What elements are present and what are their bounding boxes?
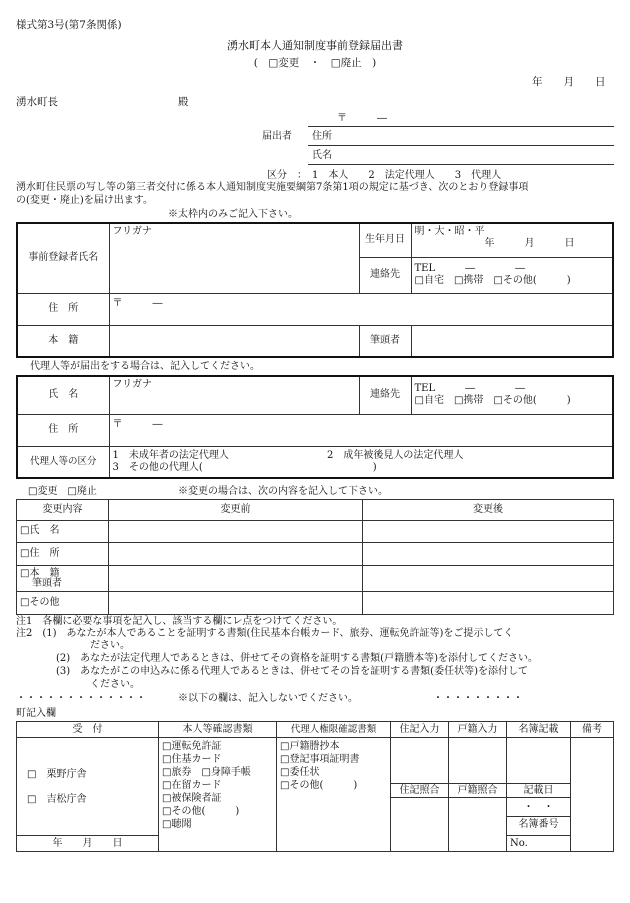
after-header: 変更後 (363, 500, 614, 521)
doc-hearing[interactable]: □聴聞 (162, 819, 192, 830)
address-row-label: 住 所 (17, 293, 109, 325)
contact-label: 連絡先 (359, 257, 411, 293)
name-label: 氏名 (312, 150, 332, 161)
hittosha-check-label: 筆頭者 (32, 577, 62, 589)
birth-field[interactable] (411, 223, 613, 257)
biko-cell[interactable] (571, 738, 614, 852)
doc-license[interactable]: □運転免許証 (162, 741, 222, 752)
change-table (16, 499, 614, 615)
mayor-label: 湧水町長 (16, 96, 58, 108)
doc-residence-card[interactable]: □在留カード (162, 780, 222, 791)
applicant-label: 届出者 (262, 131, 292, 142)
title-options: ( □変更 ・ □廃止 ) (253, 57, 377, 69)
doc-registry[interactable]: □登記事項証明書 (280, 754, 360, 765)
agent-address-field[interactable] (109, 414, 613, 446)
birth-ymd: 年 月 日 (484, 238, 575, 249)
dots-left: ・・・・・・・・・・・・・ (16, 693, 146, 704)
address-field[interactable] (109, 293, 613, 325)
yoshimatsu-office[interactable]: □ 吉松庁舎 (27, 793, 87, 805)
agent-tel-text: TEL ― ― (414, 383, 526, 395)
agent-kubun-field[interactable] (109, 446, 613, 478)
office-use-note: ※以下の欄は、記入しないでください。 (178, 693, 358, 704)
registrant-table (16, 222, 614, 358)
change-note: ※変更の場合は、次の内容を記入して下さい。 (178, 486, 388, 497)
doc-insurance[interactable]: □被保険者証 (162, 793, 222, 804)
registrant-furigana-field[interactable] (109, 223, 359, 293)
meibo-no-label: 名簿番号 (518, 819, 559, 830)
agent-name-label: 氏 名 (17, 376, 109, 414)
uketsuke-date[interactable]: 年 月 日 (17, 836, 159, 852)
kisai-date-header: 記載日 (507, 784, 571, 798)
doc-koseki[interactable]: □戸籍謄抄本 (280, 741, 340, 752)
form-title: 湧水町本人通知制度事前登録届出書 (227, 39, 403, 52)
change-address-check[interactable]: □住 所 (17, 543, 109, 566)
hittosha-field[interactable] (411, 325, 613, 357)
note-2-3: (3) あなたがこの申込みに係る代理人であるときは、併せてその旨を証明する書類(委任状等)を添付して (56, 666, 528, 677)
doc-dairi-other[interactable]: □その他( ) (280, 780, 358, 791)
note-2-1: 注2 (1) あなたが本人であることを証明する書類(住民基本台帳カード、旅券、運転免許証等)をご提示してく (16, 628, 514, 639)
dots-right: ・・・・・・・・・ (433, 693, 523, 704)
change-name-check[interactable]: □氏 名 (17, 520, 109, 543)
change-honseki-check[interactable] (17, 565, 109, 592)
agent-tel-options: □自宅 □携帯 □その他( ) (414, 395, 571, 407)
era-options: 明・大・昭・平 (414, 226, 485, 237)
agent-option-3: 3 その他の代理人( ) (112, 461, 377, 473)
agent-postal-text: 〒 ― (112, 418, 163, 430)
birth-label: 生年月日 (359, 223, 411, 257)
note-thick-box: ※太枠内のみご記入下さい。 (168, 209, 298, 220)
doc-juki-card[interactable]: □住基カード (162, 754, 222, 765)
note-1: 注1 各欄に必要な事項を記入し、該当する欄にレ点をつけてください。 (16, 616, 343, 627)
jyuki-input-cell[interactable] (391, 738, 449, 784)
doc-passport[interactable]: □旅券 □身障手帳 (162, 767, 251, 778)
note-2-2: (2) あなたが法定代理人であるときは、併せてその資格を証明する書類(戸籍謄本等)を添付してください。 (56, 653, 538, 664)
form-number: 様式第3号(第7条関係) (16, 19, 122, 31)
intro-line2: の(変更・廃止)を届け出ます。 (16, 195, 154, 206)
meibo-no-cell[interactable]: No. (507, 836, 571, 852)
meibo-cell[interactable] (507, 738, 571, 784)
office-select[interactable] (17, 738, 159, 836)
agent-option-2: 2 成年被後見人の法定代理人 (327, 449, 464, 461)
after-other-field[interactable] (363, 592, 614, 615)
agent-note: 代理人等が届出をする場合は、記入してください。 (30, 361, 260, 372)
agent-contact-field[interactable] (411, 376, 613, 414)
koseki-check-cell[interactable] (449, 798, 507, 852)
postal-text: 〒 ― (112, 297, 163, 309)
honseki-field[interactable] (109, 325, 359, 357)
doc-other[interactable]: □その他( ) (162, 806, 240, 817)
agent-option-1: 1 未成年者の法定代理人 (112, 449, 229, 461)
agent-furigana-field[interactable] (109, 376, 359, 414)
date-line: 年 月 日 (532, 76, 606, 88)
uketsuke-header: 受 付 (17, 722, 159, 738)
agent-furigana-label: フリガナ (112, 379, 152, 390)
tel-options: □自宅 □携帯 □その他( ) (414, 275, 571, 286)
agent-contact-label: 連絡先 (359, 376, 411, 414)
biko-header: 備考 (571, 722, 614, 738)
furigana-label: フリガナ (112, 226, 152, 237)
koseki-input-cell[interactable] (449, 738, 507, 784)
change-other-check[interactable]: □その他 (17, 592, 109, 615)
after-name-field[interactable] (363, 520, 614, 543)
office-table (16, 721, 614, 852)
note-2-1-cont: ださい。 (90, 640, 130, 651)
tel-text: TEL ― ― (414, 263, 526, 274)
jyuki-check-cell[interactable] (391, 798, 449, 852)
before-address-field[interactable] (109, 543, 363, 566)
agent-address-label: 住 所 (17, 414, 109, 446)
kisai-date-dots: ・ ・ (507, 800, 570, 817)
before-header: 変更前 (109, 500, 363, 521)
change-checkboxes[interactable]: □変更 □廃止 (28, 486, 97, 497)
contact-field[interactable] (411, 257, 613, 293)
hittosha-label: 筆頭者 (359, 325, 411, 357)
honseki-check-label: □本 籍 (20, 567, 60, 579)
honseki-label: 本 籍 (17, 325, 109, 357)
agent-table (16, 375, 614, 479)
intro-line1: 湧水町住民票の写し等の第三者交付に係る本人通知制度実施要綱第7条第1項の規定に基づき、次のとおり登録事項 (16, 182, 529, 193)
before-honseki-field[interactable] (109, 565, 363, 592)
change-content-header: 変更内容 (17, 500, 109, 521)
after-address-field[interactable] (363, 543, 614, 566)
koseki-check-header: 戸籍照合 (449, 784, 507, 798)
before-other-field[interactable] (109, 592, 363, 615)
dairi-docs-list[interactable] (277, 738, 391, 852)
honnin-docs-header: 本人等確認書類 (159, 722, 277, 738)
jyuki-input-header: 住記入力 (391, 722, 449, 738)
jyuki-check-header: 住記照合 (391, 784, 449, 798)
kisai-date-cell[interactable] (507, 798, 571, 836)
postal-line (308, 126, 614, 127)
name-line (308, 164, 614, 165)
dairi-docs-header: 代理人権限確認書類 (277, 722, 391, 738)
agent-kubun-label: 代理人等の区分 (17, 446, 109, 478)
after-honseki-field[interactable] (363, 565, 614, 592)
honnin-docs-list[interactable] (159, 738, 277, 852)
doc-proxy[interactable]: □委任状 (280, 767, 320, 778)
address-line (308, 145, 614, 146)
before-name-field[interactable] (109, 520, 363, 543)
kubun-line: 区分 ： 1 本人 2 法定代理人 3 代理人 (267, 170, 502, 181)
registrant-name-label: 事前登録者氏名 (17, 223, 109, 293)
koseki-input-header: 戸籍入力 (449, 722, 507, 738)
meibo-header: 名簿記載 (507, 722, 571, 738)
dono-label: 殿 (178, 96, 189, 108)
note-2-3-cont: ください。 (90, 679, 140, 690)
town-section-label: 町記入欄 (16, 708, 56, 719)
address-label: 住所 (312, 131, 332, 142)
kurino-office[interactable]: □ 栗野庁舎 (27, 768, 87, 780)
postal-top: 〒 ― (337, 113, 387, 124)
